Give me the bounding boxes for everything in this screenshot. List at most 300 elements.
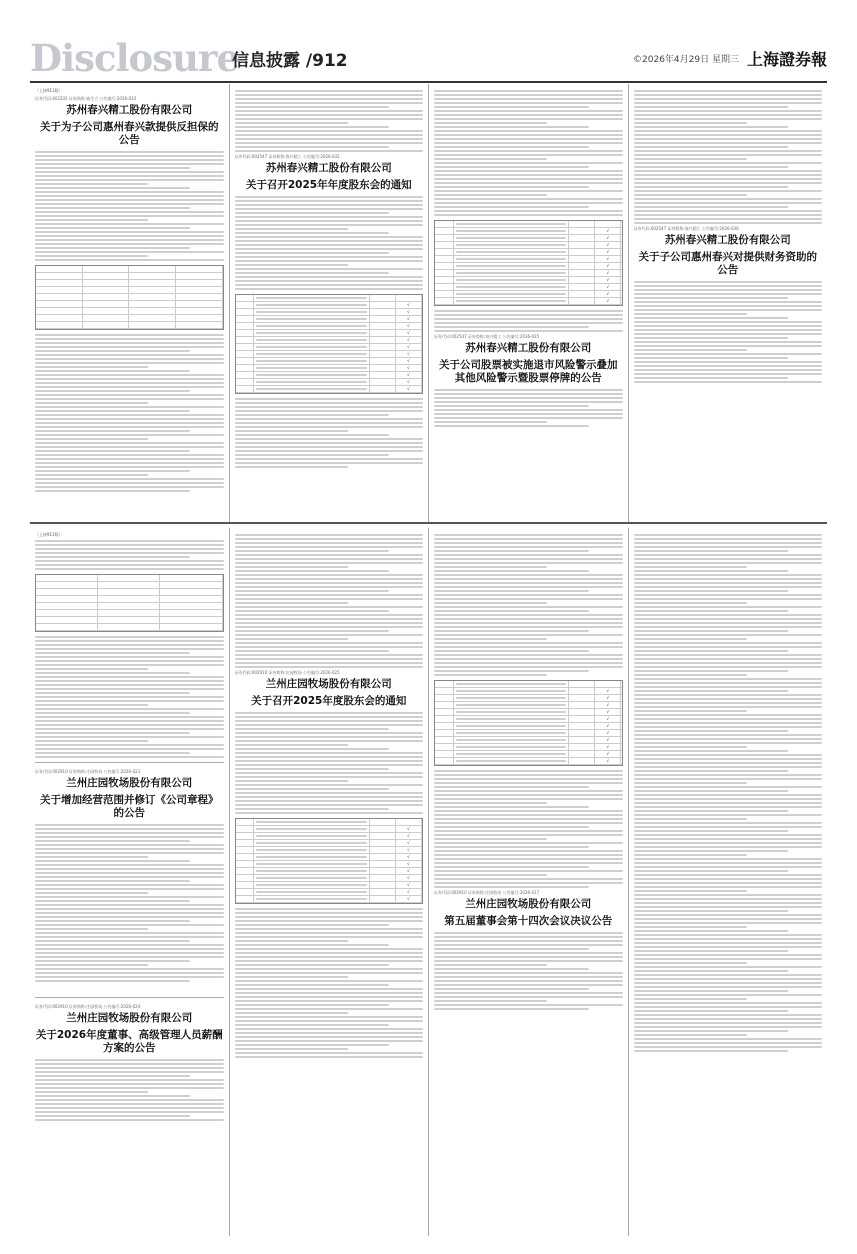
table-cell	[569, 291, 595, 297]
text-line	[35, 748, 224, 750]
notice-company: 兰州庄园牧场股份有限公司	[66, 777, 193, 789]
table-row	[236, 889, 423, 896]
text-line	[634, 946, 823, 948]
notice-code: 证券代码:603335 证券简称:迪生力 公告编号:2026-033	[35, 96, 137, 101]
check-mark-icon: √	[396, 854, 422, 860]
table-row	[236, 833, 423, 840]
body-text	[634, 281, 823, 383]
text-line	[35, 960, 190, 962]
text-line	[35, 948, 224, 950]
text-line	[434, 666, 623, 668]
text-line	[434, 956, 623, 958]
text-line	[434, 142, 623, 144]
text-line	[634, 349, 747, 351]
check-mark-icon: √	[396, 365, 422, 371]
text-line	[35, 912, 224, 914]
text-line	[235, 972, 424, 974]
table-cell	[176, 322, 223, 329]
text-line	[35, 1071, 224, 1073]
text-line	[634, 538, 823, 540]
notice-company: 兰州庄园牧场股份有限公司	[465, 898, 592, 910]
text-line	[634, 190, 823, 192]
text-line	[434, 1000, 547, 1002]
table-row	[236, 295, 423, 302]
text-line	[35, 916, 224, 918]
text-line	[35, 940, 190, 942]
table-cell	[83, 301, 130, 308]
column	[429, 528, 629, 1236]
text-line	[235, 426, 424, 428]
text-line	[634, 750, 789, 752]
table-cell	[370, 875, 396, 881]
text-line	[634, 94, 823, 96]
table-cell	[454, 730, 570, 736]
text-line	[434, 194, 547, 196]
text-line	[235, 740, 424, 742]
check-mark-icon: √	[595, 716, 621, 722]
table-cell	[129, 301, 176, 308]
text-line	[35, 1099, 224, 1101]
text-line	[634, 361, 823, 363]
notice-code: 证券代码:002547 证券简称:春兴精工 公告编号:2026-032	[234, 154, 340, 159]
check-mark-icon: √	[396, 868, 422, 874]
text-line	[235, 574, 424, 576]
table-row	[435, 242, 622, 249]
text-line	[35, 648, 224, 650]
text-line	[434, 590, 589, 592]
text-line	[634, 214, 823, 216]
table-cell	[236, 819, 255, 825]
text-line	[434, 182, 623, 184]
table-cell	[370, 882, 396, 888]
table-cell	[254, 386, 370, 392]
table-cell	[176, 308, 223, 315]
table-cell	[370, 372, 396, 378]
text-line	[434, 794, 623, 796]
table-cell	[236, 372, 255, 378]
text-line	[634, 954, 823, 956]
text-line	[634, 886, 823, 888]
check-mark-icon: √	[396, 337, 422, 343]
text-line	[634, 578, 823, 580]
text-line	[634, 329, 823, 331]
text-line	[634, 738, 823, 740]
text-line	[235, 936, 424, 938]
body-text	[434, 932, 623, 1010]
body-text	[235, 908, 424, 1058]
text-line	[235, 122, 348, 124]
column	[30, 528, 230, 1236]
text-line	[634, 321, 823, 323]
text-line	[235, 756, 424, 758]
check-mark-icon	[595, 221, 621, 227]
text-line	[634, 618, 823, 620]
table-cell	[569, 709, 595, 715]
table-cell	[435, 242, 454, 248]
text-line	[35, 203, 224, 205]
text-line	[235, 410, 424, 412]
text-line	[634, 882, 823, 884]
text-line	[35, 908, 224, 910]
table-row	[435, 298, 622, 305]
text-line	[35, 720, 224, 722]
table-cell	[36, 582, 98, 589]
text-line	[634, 782, 747, 784]
text-line	[434, 952, 623, 954]
text-line	[434, 170, 623, 172]
text-line	[235, 610, 390, 612]
text-line	[235, 232, 390, 234]
text-line	[634, 301, 823, 303]
check-mark-icon: √	[396, 896, 422, 902]
text-line	[634, 622, 823, 624]
text-line	[434, 158, 547, 160]
text-line	[634, 926, 747, 928]
check-mark-icon: √	[595, 263, 621, 269]
text-line	[35, 900, 190, 902]
table-row	[236, 868, 423, 875]
text-line	[235, 1004, 390, 1006]
text-line	[235, 276, 424, 278]
text-line	[35, 1091, 148, 1093]
text-line	[634, 1038, 823, 1040]
text-line	[235, 538, 424, 540]
text-line	[235, 980, 424, 982]
text-line	[35, 398, 224, 400]
proposal-table	[434, 680, 623, 766]
text-line	[235, 650, 390, 652]
text-line	[235, 728, 390, 730]
text-line	[35, 179, 224, 181]
text-line	[634, 134, 823, 136]
text-line	[434, 786, 589, 788]
text-line	[35, 920, 190, 922]
text-line	[35, 151, 224, 153]
text-line	[35, 548, 224, 550]
text-line	[634, 674, 747, 676]
table-cell	[236, 309, 255, 315]
table-cell	[569, 744, 595, 750]
text-line	[434, 598, 623, 600]
text-line	[35, 446, 224, 448]
text-line	[434, 570, 589, 572]
text-line	[235, 558, 424, 560]
table-cell	[176, 315, 223, 322]
table-row	[236, 358, 423, 365]
text-line	[235, 768, 390, 770]
text-line	[235, 138, 424, 140]
table-cell	[569, 737, 595, 743]
table-cell	[454, 688, 570, 694]
table-cell	[236, 840, 255, 846]
text-line	[634, 982, 823, 984]
table-cell	[98, 596, 160, 603]
text-line	[235, 658, 424, 660]
text-line	[434, 940, 623, 942]
text-line	[35, 354, 224, 356]
text-line	[235, 434, 390, 436]
text-line	[35, 884, 224, 886]
notice-title: 关于子公司惠州春兴对提供财务资助的公告	[638, 251, 817, 276]
table-cell	[254, 868, 370, 874]
text-line	[634, 786, 823, 788]
table-cell	[454, 709, 570, 715]
table-cell	[435, 249, 454, 255]
table-cell	[370, 309, 396, 315]
text-line	[434, 874, 547, 876]
body-text	[35, 540, 224, 570]
text-line	[35, 175, 224, 177]
text-line	[434, 322, 623, 324]
body-text	[35, 1059, 224, 1121]
text-line	[634, 333, 823, 335]
text-line	[35, 656, 224, 658]
text-line	[235, 212, 390, 214]
text-line	[35, 251, 224, 253]
text-line	[634, 870, 789, 872]
text-line	[235, 924, 390, 926]
table-cell	[254, 330, 370, 336]
text-line	[634, 150, 823, 152]
text-line	[634, 862, 823, 864]
text-line	[35, 255, 148, 257]
check-mark-icon: √	[595, 730, 621, 736]
text-line	[235, 406, 424, 408]
text-line	[235, 1048, 348, 1050]
text-line	[35, 1107, 224, 1109]
column	[230, 528, 430, 1236]
table-cell	[569, 249, 595, 255]
text-line	[634, 546, 823, 548]
table-cell	[160, 603, 222, 610]
text-line	[35, 852, 224, 854]
column	[30, 84, 230, 522]
table-cell	[370, 351, 396, 357]
text-line	[35, 860, 190, 862]
table-cell	[254, 889, 370, 895]
text-line	[434, 150, 623, 152]
body-text	[35, 151, 224, 261]
check-mark-icon: √	[396, 372, 422, 378]
table-row	[236, 854, 423, 861]
text-line	[634, 1050, 789, 1052]
text-line	[634, 790, 789, 792]
check-mark-icon: √	[595, 751, 621, 757]
notice-title: 关于2026年度董事、高级管理人员薪酬方案的公告	[35, 1029, 223, 1054]
body-text	[434, 770, 623, 888]
text-line	[634, 1010, 789, 1012]
text-line	[35, 426, 224, 428]
table-cell	[569, 758, 595, 764]
table-row	[236, 344, 423, 351]
text-line	[235, 106, 390, 108]
table-cell	[236, 854, 255, 860]
table-row	[236, 826, 423, 833]
text-line	[35, 1111, 224, 1113]
notice-company: 苏州春兴精工股份有限公司	[664, 234, 791, 246]
table-cell	[435, 256, 454, 262]
text-line	[35, 418, 224, 420]
text-line	[634, 598, 823, 600]
table-cell	[454, 270, 570, 276]
text-line	[434, 806, 589, 808]
text-line	[434, 802, 547, 804]
text-line	[35, 374, 224, 376]
table-row	[236, 323, 423, 330]
text-line	[434, 190, 623, 192]
text-line	[434, 882, 623, 884]
body-text	[35, 334, 224, 492]
table-row	[236, 309, 423, 316]
text-line	[235, 458, 424, 460]
notice-title: 关于公司股票被实施退市风险警示叠加其他风险警示暨股票停牌的公告	[439, 359, 618, 384]
text-line	[634, 638, 747, 640]
text-line	[35, 752, 190, 754]
text-line	[434, 770, 623, 772]
text-line	[235, 204, 424, 206]
text-line	[434, 634, 623, 636]
text-line	[634, 1002, 823, 1004]
table-cell	[98, 610, 160, 617]
table-cell	[454, 221, 570, 227]
table-cell	[176, 266, 223, 273]
table-cell	[435, 695, 454, 701]
text-line	[434, 110, 623, 112]
text-line	[35, 410, 190, 412]
text-line	[434, 822, 623, 824]
text-line	[235, 594, 424, 596]
table-cell	[83, 315, 130, 322]
table-row	[435, 277, 622, 284]
table-cell	[236, 868, 255, 874]
body-text	[235, 534, 424, 668]
table-cell	[36, 624, 98, 631]
body-text	[634, 534, 823, 1052]
text-line	[634, 1014, 823, 1016]
text-line	[235, 146, 390, 148]
table-cell	[176, 280, 223, 287]
text-line	[35, 227, 190, 229]
column	[429, 84, 629, 522]
text-line	[235, 114, 424, 116]
text-line	[434, 574, 623, 576]
text-line	[434, 654, 623, 656]
text-line	[35, 652, 190, 654]
table-row	[236, 316, 423, 323]
text-line	[35, 243, 224, 245]
text-line	[235, 780, 348, 782]
text-line	[634, 978, 823, 980]
text-line	[634, 966, 823, 968]
text-line	[434, 409, 623, 411]
text-line	[235, 744, 348, 746]
table-row	[236, 379, 423, 386]
text-line	[235, 996, 424, 998]
text-line	[634, 950, 789, 952]
check-mark-icon: √	[595, 270, 621, 276]
text-line	[35, 980, 190, 982]
text-line	[235, 590, 390, 592]
text-line	[634, 922, 823, 924]
text-line	[634, 706, 823, 708]
check-mark-icon: √	[396, 330, 422, 336]
text-line	[634, 990, 789, 992]
text-line	[35, 844, 224, 846]
text-line	[634, 890, 747, 892]
table-cell	[160, 589, 222, 596]
text-line	[235, 422, 424, 424]
text-line	[434, 670, 589, 672]
text-line	[35, 552, 224, 554]
table-cell	[236, 323, 255, 329]
text-line	[235, 94, 424, 96]
text-line	[235, 550, 390, 552]
text-line	[35, 896, 224, 898]
text-line	[434, 318, 623, 320]
table-cell	[236, 344, 255, 350]
text-line	[235, 110, 424, 112]
text-line	[235, 142, 424, 144]
check-mark-icon: √	[595, 228, 621, 234]
text-line	[434, 674, 547, 676]
text-line	[235, 582, 424, 584]
table-cell	[236, 330, 255, 336]
text-line	[35, 171, 224, 173]
text-line	[634, 293, 823, 295]
text-line	[35, 247, 190, 249]
text-line	[434, 1004, 623, 1006]
text-line	[434, 138, 623, 140]
text-line	[235, 724, 424, 726]
text-line	[434, 210, 623, 212]
text-line	[634, 682, 823, 684]
text-line	[35, 944, 224, 946]
notice	[434, 334, 623, 427]
text-line	[35, 688, 224, 690]
text-line	[235, 812, 424, 814]
text-line	[634, 818, 747, 820]
table-row	[236, 882, 423, 889]
text-line	[235, 430, 348, 432]
text-line	[235, 288, 424, 290]
table-cell	[254, 861, 370, 867]
table-cell	[160, 624, 222, 631]
text-line	[434, 782, 623, 784]
body-text	[434, 389, 623, 427]
text-line	[35, 382, 224, 384]
text-line	[634, 778, 823, 780]
text-line	[434, 948, 589, 950]
text-line	[634, 910, 789, 912]
text-line	[35, 215, 224, 217]
table-cell	[36, 280, 83, 287]
table-cell	[569, 277, 595, 283]
table-cell	[254, 847, 370, 853]
text-line	[35, 660, 224, 662]
table-cell	[569, 751, 595, 757]
text-line	[434, 650, 589, 652]
table-cell	[176, 273, 223, 280]
text-line	[35, 167, 190, 169]
column	[230, 84, 430, 522]
text-line	[434, 186, 589, 188]
table-cell	[454, 758, 570, 764]
check-mark-icon: √	[396, 840, 422, 846]
text-line	[634, 850, 789, 852]
notice	[235, 154, 424, 468]
text-line	[634, 126, 789, 128]
text-line	[35, 195, 224, 197]
